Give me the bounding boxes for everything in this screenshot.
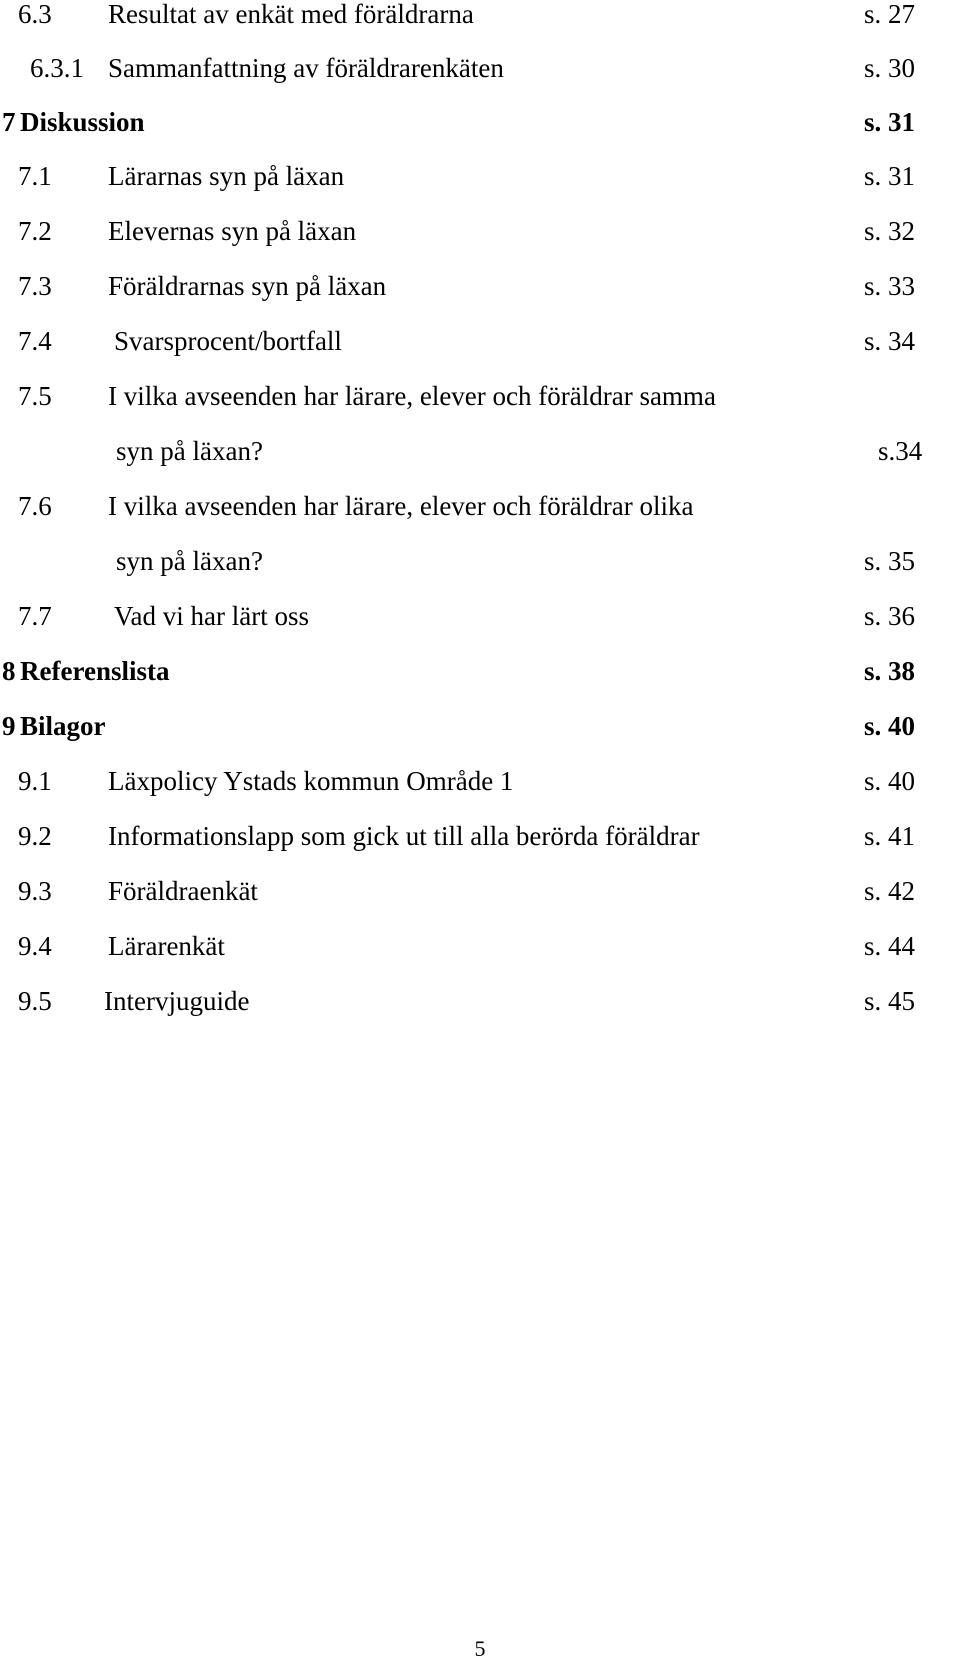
toc-entry-page: s. 35: [864, 546, 916, 576]
toc-entry[interactable]: [0, 981, 960, 1021]
toc-entry-number: 9.2: [18, 821, 52, 851]
toc-entry-title: Vad vi har lärt oss: [114, 601, 309, 631]
toc-entry[interactable]: [0, 48, 960, 88]
toc-entry-number: 6.3: [18, 0, 52, 29]
toc-entry-page: s. 31: [864, 161, 916, 191]
toc-entry[interactable]: [0, 761, 960, 801]
toc-entry[interactable]: [0, 486, 960, 526]
toc-entry-number: 7.2: [18, 216, 52, 246]
toc-entry-title: Svarsprocent/bortfall: [114, 326, 342, 356]
toc-entry-page: s.34: [878, 436, 923, 466]
toc-entry-number: 6.3.1: [30, 53, 84, 83]
toc-entry-title: Diskussion: [20, 107, 145, 137]
page-number: 5: [474, 1636, 486, 1661]
toc-entry-page: s. 42: [864, 876, 916, 906]
toc-entry-title: Informationslapp som gick ut till alla berörda föräldrar: [108, 821, 700, 851]
toc-entry-title: Lärarnas syn på läxan: [108, 161, 345, 191]
toc-entry-continuation[interactable]: [0, 541, 960, 581]
toc-entry-number: 9: [2, 711, 16, 741]
toc-entry-page: s. 30: [864, 53, 916, 83]
toc-entry-number: 7.7: [18, 601, 52, 631]
toc-entry-page: s. 36: [864, 601, 916, 631]
toc-entry-page: s. 31: [864, 107, 916, 137]
toc-entry-title: I vilka avseenden har lärare, elever och föräldrar olika: [108, 491, 694, 521]
toc-entry-number: 7: [2, 107, 16, 137]
toc-entry-page: s. 40: [864, 766, 916, 796]
toc-entry[interactable]: [0, 321, 960, 361]
toc-entry-number: 9.4: [18, 931, 52, 961]
toc-entry[interactable]: [0, 651, 960, 691]
toc-entry-page: s. 41: [864, 821, 916, 851]
toc-entry-page: s. 34: [864, 326, 916, 356]
toc-entry-number: 7.4: [18, 326, 52, 356]
toc-entry-page: s. 38: [864, 656, 916, 686]
toc-entry-title: Läxpolicy Ystads kommun Område 1: [108, 766, 514, 796]
toc-entry-page: s. 45: [864, 986, 916, 1016]
toc-entry-number: 7.3: [18, 271, 52, 301]
toc-entry-page: s. 44: [864, 931, 916, 961]
toc-entry[interactable]: [0, 596, 960, 636]
toc-entry[interactable]: [0, 156, 960, 196]
toc-entry-number: 7.6: [18, 491, 52, 521]
toc-entry-page: s. 40: [864, 711, 916, 741]
toc-entry-title: Sammanfattning av föräldrarenkäten: [108, 53, 504, 83]
toc-entry-page: s. 32: [864, 216, 916, 246]
toc-entry-title: syn på läxan?: [116, 436, 263, 466]
toc-entry-continuation[interactable]: [0, 431, 960, 471]
toc-entry[interactable]: [0, 0, 960, 34]
toc-entry-number: 7.5: [18, 381, 52, 411]
toc-entry-title: Referenslista: [20, 656, 170, 686]
toc-entry-number: 9.3: [18, 876, 52, 906]
toc-entry-page: s. 27: [864, 0, 916, 29]
toc-entry-number: 9.5: [18, 986, 52, 1016]
toc-entry[interactable]: [0, 376, 960, 416]
toc-entry[interactable]: [0, 871, 960, 911]
toc-entry-page: s. 33: [864, 271, 916, 301]
toc-entry-title: Lärarenkät: [108, 931, 225, 961]
toc-entry-number: 9.1: [18, 766, 52, 796]
toc-entry-title: Bilagor: [20, 711, 106, 741]
toc-entry-number: 8: [2, 656, 16, 686]
toc-entry[interactable]: [0, 816, 960, 856]
toc-entry-title: Intervjuguide: [104, 986, 250, 1016]
toc-entry[interactable]: [0, 266, 960, 306]
toc-entry-title: I vilka avseenden har lärare, elever och föräldrar samma: [108, 381, 716, 411]
toc-entry[interactable]: [0, 706, 960, 746]
toc-entry[interactable]: [0, 102, 960, 142]
toc-entry-title: Föräldraenkät: [108, 876, 258, 906]
toc-entry-title: Föräldrarnas syn på läxan: [108, 271, 387, 301]
toc-entry[interactable]: [0, 926, 960, 966]
toc-entry-number: 7.1: [18, 161, 52, 191]
toc-entry[interactable]: [0, 211, 960, 251]
toc-entry-title: syn på läxan?: [116, 546, 263, 576]
toc-entry-title: Elevernas syn på läxan: [108, 216, 357, 246]
toc-entry-title: Resultat av enkät med föräldrarna: [108, 0, 474, 29]
